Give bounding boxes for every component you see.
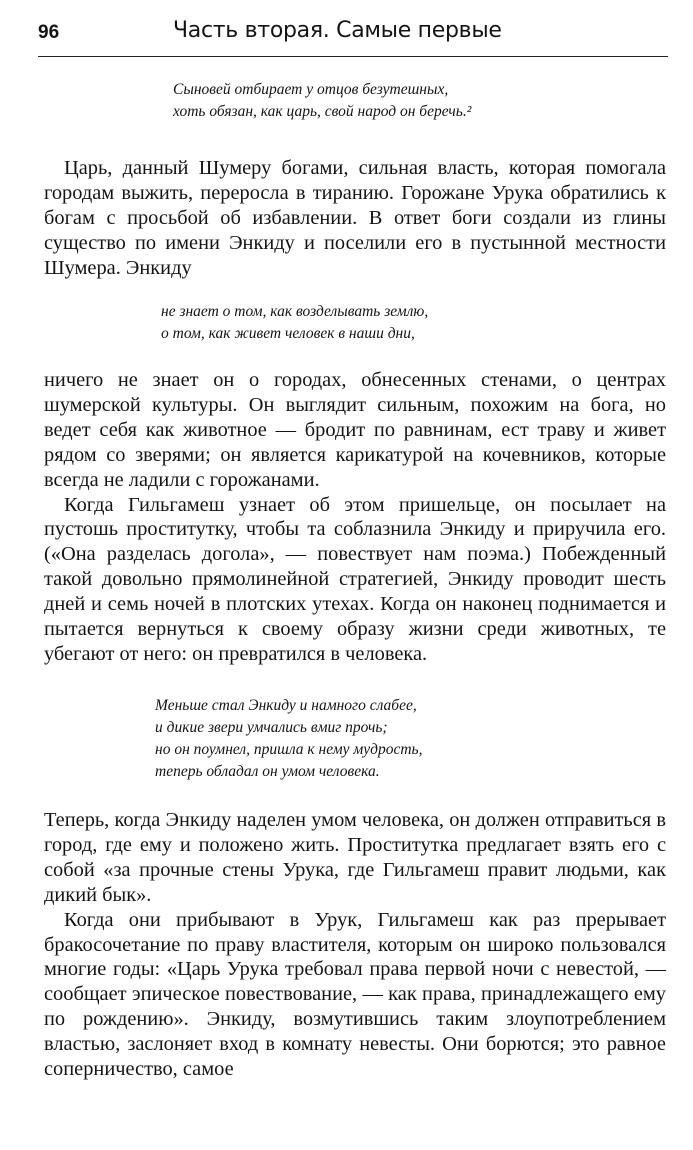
running-title: Часть вторая. Самые первые — [173, 18, 502, 43]
paragraph: Теперь, когда Энкиду наделен умом человека, он должен отправиться в город, где ему и положено жить. Проститутка предлагает взять его с собой «за прочные стены Урука, где Гильгамеш правит людьми, как дикий бык». — [44, 809, 666, 906]
quote-line: Меньше стал Энкиду и намного слабее, — [155, 697, 417, 714]
quote-line: теперь обладал он умом человека. — [155, 763, 380, 780]
text-block-3 — [44, 808, 666, 1082]
quote-line: не знает о том, как возделывать землю, — [161, 303, 429, 320]
text-block-1 — [44, 156, 666, 281]
paragraph: Царь, данный Шумеру богами, сильная власть, которая помогала городам выжить, переросла в тиранию. Горожане Урука обратились к богам с просьбой об избавлении. В ответ боги создали из глины существо по имени Энкиду и поселили его в пустынной местности Шумера. Энкиду — [44, 157, 666, 279]
quote-block — [155, 695, 422, 783]
quote-block — [161, 301, 428, 345]
text-block-2 — [44, 368, 666, 667]
quote-line: о том, как живет человек в наши дни, — [161, 325, 415, 342]
paragraph: ничего не знает он о городах, обнесенных стенами, о центрах шумерской культуры. Он выглядит сильным, похожим на бога, но ведет себя как животное — бродит по равнинам, ест траву и живет рядом со зверями; он является карикатурой на кочевников, которые всегда не ладили с горожанами. — [44, 369, 666, 491]
epigraph-line: хоть обязан, как царь, свой народ он беречь.² — [173, 103, 472, 120]
epigraph-line: Сыновей отбирает у отцов безутешных, — [173, 81, 449, 98]
epigraph — [173, 79, 471, 123]
page-number: 96 — [38, 22, 60, 43]
page-header — [38, 14, 668, 57]
paragraph: Когда Гильгамеш узнает об этом пришельце, он посылает на пустошь проститутку, чтобы та соблазнила Энкиду и приручила его. («Она разделась догола», — повествует нам поэма.) Побежденный такой довольно прямолинейной стратегией, Энкиду проводит шесть дней и семь ночей в плотских утехах. Когда он наконец поднимается и пытается вернуться к своему образу жизни среди животных, те убегают от него: он превратился в человека. — [44, 493, 666, 665]
paragraph: Когда они прибывают в Урук, Гильгамеш как раз прерывает бракосочетание по праву властителя, которым он широко пользовался многие годы: «Царь Урука требовал права первой ночи с невестой, — сообщает эпическое повествование, — как права, принадлежащего ему по рождению». Энкиду, возмутившись таким злоупотреблением властью, заслоняет вход в комнату невесты. Они борются; это равное соперничество, самое — [44, 908, 666, 1081]
quote-line: но он поумнел, пришла к нему мудрость, — [155, 741, 423, 758]
quote-line: и дикие звери умчались вмиг прочь; — [155, 719, 388, 736]
